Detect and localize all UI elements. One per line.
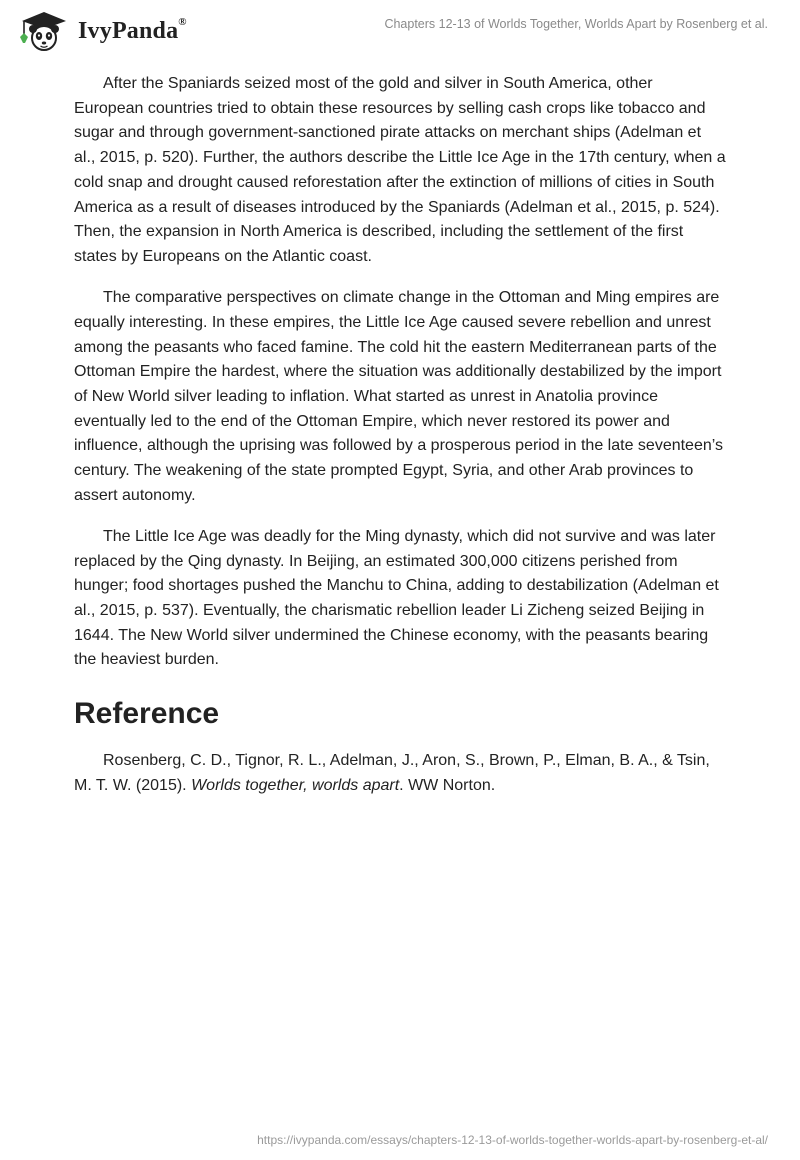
- reference-authors: Rosenberg, C. D., Tignor, R. L., Adelman, J., Aron, S., Brown, P., Elman, B. A., & Tsin, M. T. W. (2015).: [74, 752, 710, 794]
- reference-heading: Reference: [74, 697, 220, 731]
- footer-url[interactable]: https://ivypanda.com/essays/chapters-12-13-of-worlds-together-worlds-apart-by-rosenberg-et-al/: [257, 1133, 768, 1147]
- ivypanda-logo[interactable]: [14, 9, 187, 53]
- registered-mark: ®: [178, 15, 187, 28]
- essay-paragraph: The comparative perspectives on climate change in the Ottoman and Ming empires are equally interesting. In these empires, the Little Ice Age caused severe rebellion and unrest among the peasants who faced famine. The cold hit the eastern Mediterranean parts of the Ottoman Empire the hardest, where the situation was additionally destabilized by the import of New World silver leading to inflation. What started as unrest in Anatolia province eventually led to the end of the Ottoman Empire, which never restored its power and influence, although the uprising was followed by a prosperous period in the late seventeen’s century. The weakening of the state prompted Egypt, Syria, and other Arab provinces to assert autonomy.: [74, 289, 724, 504]
- reference-publisher: . WW Norton.: [399, 776, 496, 794]
- essay-paragraph: After the Spaniards seized most of the gold and silver in South America, other European countries tried to obtain these resources by selling cash crops like tobacco and sugar and through government-sanctioned pirate attacks on merchant ships (Adelman et al., 2015, p. 520). Further, the authors describe the Little Ice Age in the 17th century, when a cold snap and drought caused reforestation after the extinction of millions of cities in South America as a result of diseases introduced by the Spaniards (Adelman et al., 2015, p. 524). Then, the expansion in North America is described, including the settlement of the first states by Europeans on the Atlantic coast.: [74, 75, 726, 265]
- panda-graduation-cap-icon: [14, 9, 72, 53]
- page-header: [0, 0, 800, 60]
- reference-book-title: Worlds together, worlds apart: [191, 776, 400, 794]
- document-title: Chapters 12-13 of Worlds Together, Worlds Apart by Rosenberg et al.: [384, 17, 768, 31]
- essay-content: [74, 72, 726, 815]
- reference-entry: [74, 749, 726, 798]
- logo-text: IvyPanda®: [78, 15, 187, 44]
- essay-paragraph: The Little Ice Age was deadly for the Ming dynasty, which did not survive and was later replaced by the Qing dynasty. In Beijing, an estimated 300,000 citizens perished from hunger; food shortages pushed the Manchu to China, adding to destabilization (Adelman et al., 2015, p. 537). Eventually, the charismatic rebellion leader Li Zicheng seized Beijing in 1644. The New World silver undermined the Chinese economy, with the peasants bearing the heaviest burden.: [74, 527, 719, 669]
